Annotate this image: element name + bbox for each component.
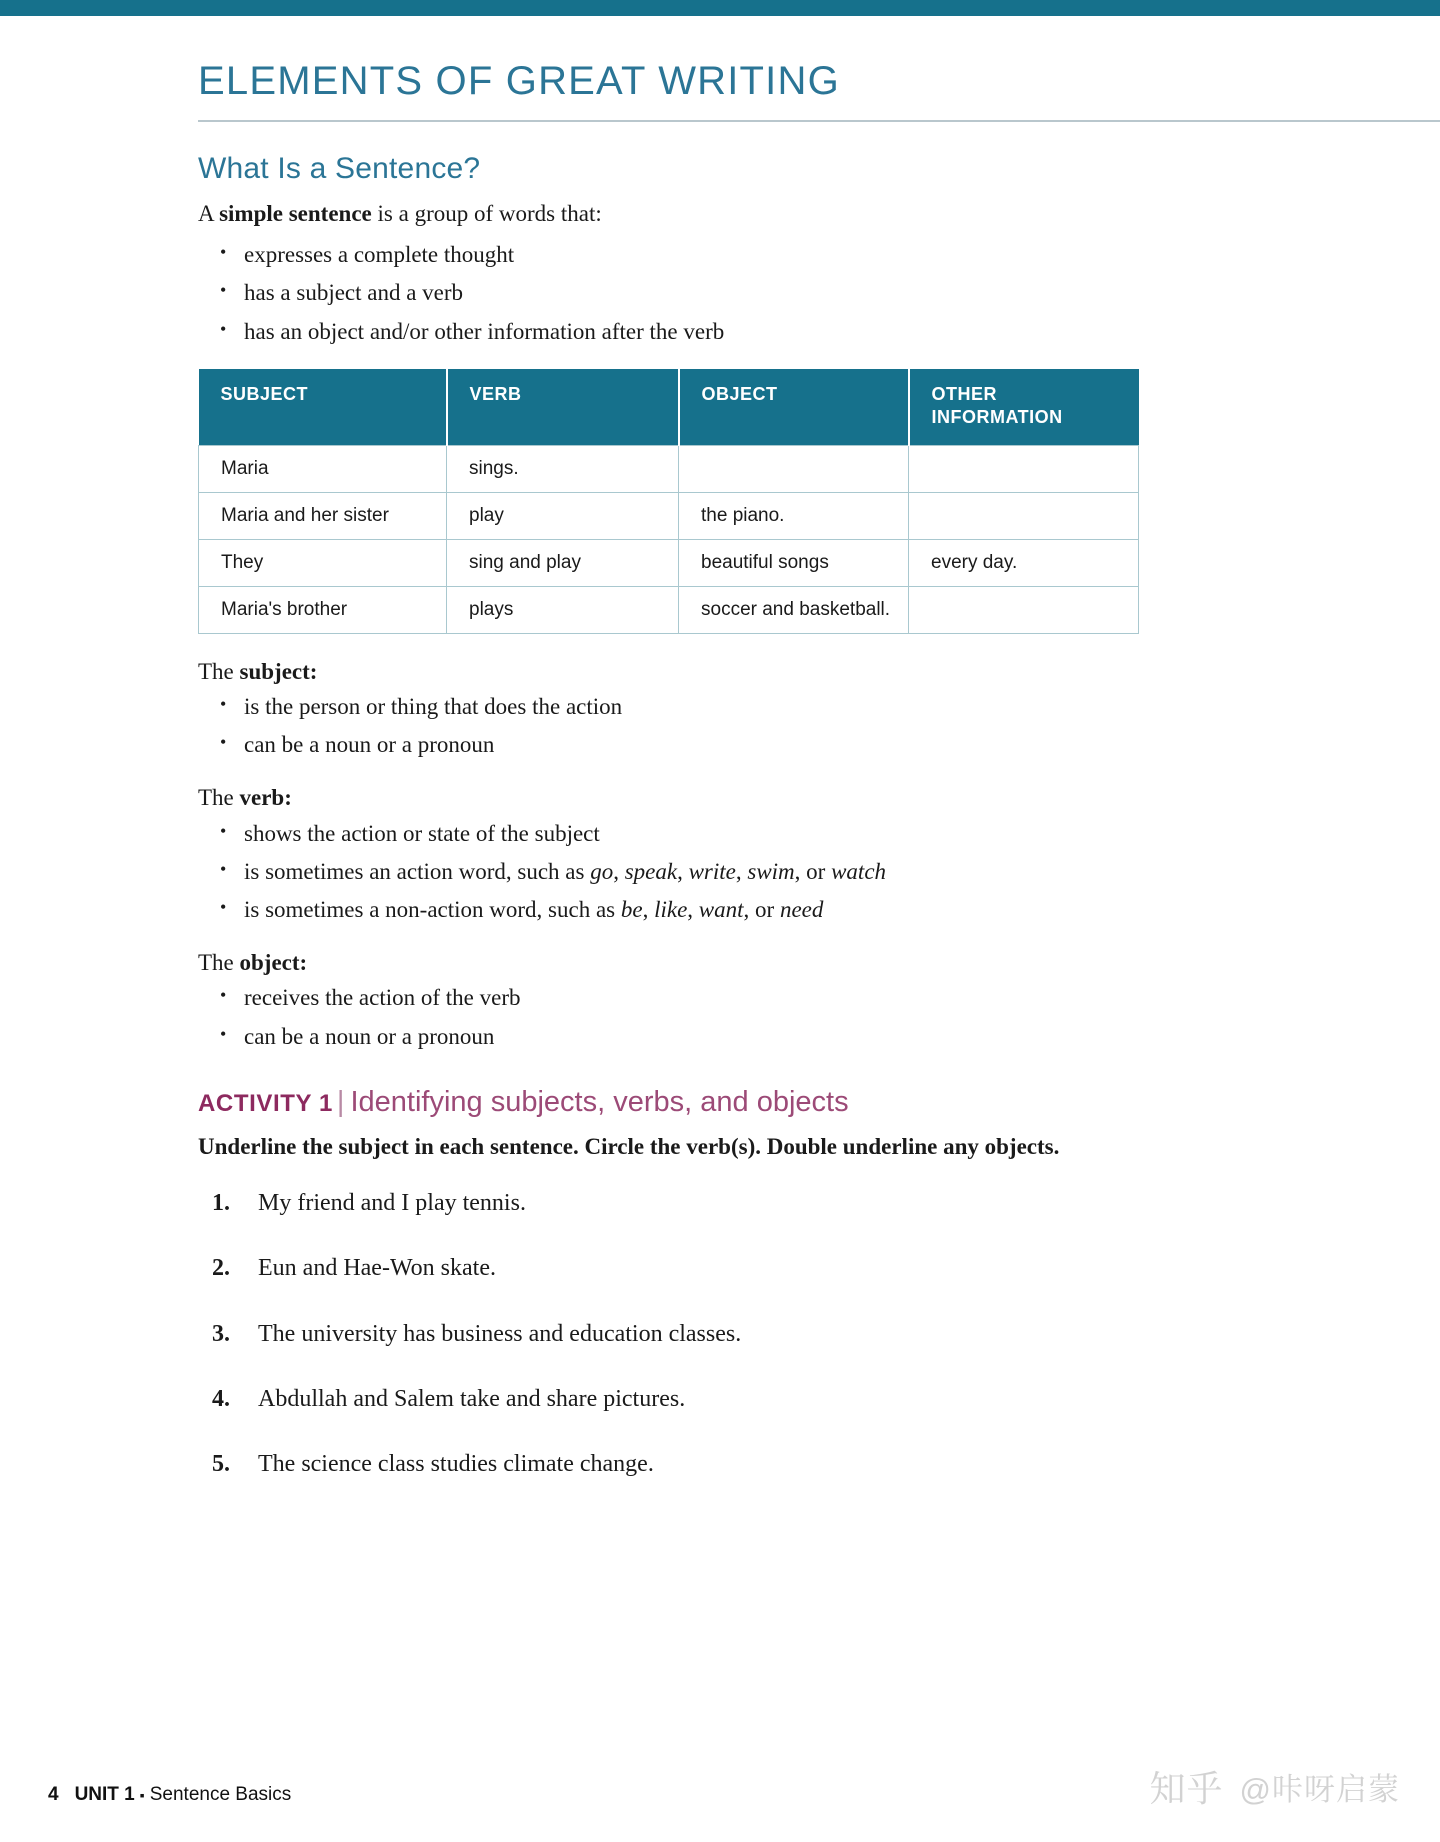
table-cell-other — [909, 445, 1139, 492]
item-number: 3. — [212, 1320, 230, 1347]
lead-term: object: — [239, 950, 308, 976]
lead-prefix: The — [198, 950, 240, 976]
footer-page-number: 4 — [48, 1784, 59, 1805]
table-header-row — [199, 369, 1139, 446]
sentence-definition-bullets — [198, 239, 1260, 347]
column-header-object: OBJECT — [679, 369, 909, 446]
intro-bold-term: simple sentence — [219, 201, 372, 226]
list-item[interactable] — [212, 1319, 1260, 1350]
table-cell-verb: sing and play — [447, 539, 679, 586]
page-content — [198, 60, 1260, 1514]
list-item: • can be a noun or a pronoun — [220, 729, 1260, 760]
definition-lead-object — [198, 947, 1260, 978]
list-item[interactable] — [212, 1449, 1260, 1480]
watermark-handle: @咔呀启蒙 — [1239, 1772, 1400, 1807]
lead-prefix: The — [198, 658, 240, 684]
table-cell-object — [679, 445, 909, 492]
section-heading: What Is a Sentence? — [198, 152, 481, 185]
table-row — [199, 445, 1139, 492]
list-item: • has a subject and a verb — [220, 277, 1260, 308]
item-text: My friend and I play tennis. — [258, 1190, 526, 1217]
table-cell-object: the piano. — [679, 492, 909, 539]
table-row — [199, 492, 1139, 539]
intro-prefix: A — [198, 201, 220, 226]
activity-separator: | — [336, 1085, 345, 1118]
lead-term: subject: — [239, 658, 318, 684]
list-item: • is sometimes a non-action word, such as be, like, want, or need — [220, 894, 1260, 925]
list-item: • expresses a complete thought — [220, 239, 1260, 270]
sentence-parts-table — [198, 369, 1139, 634]
zhihu-logo: 知乎 — [1149, 1768, 1224, 1809]
running-head: ELEMENTS OF GREAT WRITING — [198, 59, 840, 103]
table-cell-subject: Maria and her sister — [199, 492, 447, 539]
list-item: • receives the action of the verb — [220, 982, 1260, 1013]
object-bullets — [198, 982, 1260, 1052]
page-footer — [48, 1784, 291, 1806]
table-cell-other — [909, 586, 1139, 633]
item-number: 1. — [212, 1190, 230, 1217]
table-cell-verb: plays — [447, 586, 679, 633]
item-number: 5. — [212, 1451, 230, 1478]
activity-title: Identifying subjects, verbs, and objects — [350, 1085, 849, 1118]
item-text: The science class studies climate change. — [258, 1451, 654, 1478]
item-text: The university has business and education classes. — [258, 1320, 742, 1347]
verb-bullets — [198, 818, 1260, 926]
table-cell-subject: They — [199, 539, 447, 586]
footer-subtitle: Sentence Basics — [149, 1784, 292, 1805]
intro-suffix: is a group of words that: — [371, 201, 602, 226]
list-item: • has an object and/or other information after the verb — [220, 316, 1260, 347]
table-row — [199, 539, 1139, 586]
footer-unit-line — [75, 1784, 292, 1806]
list-item: • shows the action or state of the subject — [220, 818, 1260, 849]
table-cell-other — [909, 492, 1139, 539]
table-row — [199, 586, 1139, 633]
footer-separator-icon: ▪ — [139, 1787, 145, 1803]
definition-lead-subject — [198, 656, 1260, 687]
column-header-verb: VERB — [447, 369, 679, 446]
lead-prefix: The — [198, 785, 240, 811]
column-header-subject: SUBJECT — [199, 369, 447, 446]
item-text: Eun and Hae-Won skate. — [258, 1255, 496, 1282]
table-cell-subject: Maria's brother — [199, 586, 447, 633]
table-cell-object: beautiful songs — [679, 539, 909, 586]
table-cell-other: every day. — [909, 539, 1139, 586]
item-number: 4. — [212, 1385, 230, 1412]
list-item[interactable] — [212, 1253, 1260, 1284]
table-cell-verb: play — [447, 492, 679, 539]
lead-term: verb: — [239, 785, 292, 811]
definition-lead-verb — [198, 782, 1260, 813]
top-accent-bar — [0, 0, 1440, 16]
list-item[interactable] — [212, 1188, 1260, 1219]
section-intro — [198, 198, 1260, 229]
item-number: 2. — [212, 1255, 230, 1282]
header-divider — [198, 120, 1440, 122]
list-item: • is the person or thing that does the action — [220, 691, 1260, 722]
subject-bullets — [198, 691, 1260, 761]
table-cell-verb: sings. — [447, 445, 679, 492]
table-cell-subject: Maria — [199, 445, 447, 492]
footer-unit: UNIT 1 — [74, 1784, 135, 1805]
list-item[interactable] — [212, 1384, 1260, 1415]
activity-exercise-list — [198, 1188, 1260, 1480]
activity-directions: Underline the subject in each sentence. Circle the verb(s). Double underline any objects. — [198, 1134, 1060, 1160]
list-item: • is sometimes an action word, such as go, speak, write, swim, or watch — [220, 856, 1260, 887]
item-text: Abdullah and Salem take and share pictures. — [258, 1385, 686, 1412]
document-page — [0, 16, 1440, 1842]
list-item: • can be a noun or a pronoun — [220, 1021, 1260, 1052]
watermark — [1150, 1761, 1401, 1812]
column-header-other-information: OTHER INFORMATION — [909, 369, 1139, 446]
activity-heading — [198, 1086, 1260, 1119]
table-cell-object: soccer and basketball. — [679, 586, 909, 633]
activity-label: ACTIVITY 1 — [198, 1089, 333, 1117]
